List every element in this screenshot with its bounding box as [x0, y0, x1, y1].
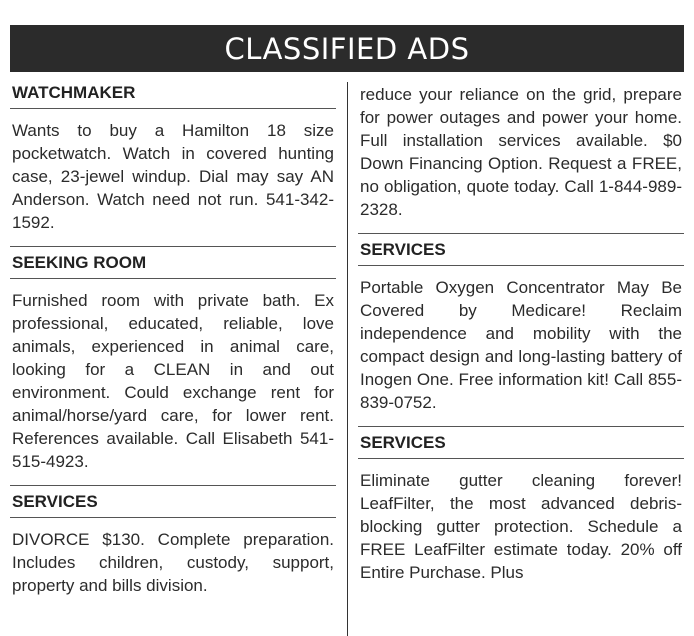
- left-column: [10, 77, 336, 636]
- ad-body: reduce your reliance on the grid, prepare for power outages and power your home. Full installation services available. $0 Down Financing Option. Request a FREE, no obligation, quote today. Call 1-844-989-2328.: [358, 77, 684, 234]
- ad-seeking-room: [10, 247, 336, 486]
- right-column: [358, 77, 684, 636]
- ad-body: Wants to buy a Hamilton 18 size pocketwatch. Watch in covered hunting case, 23-jewel windup. Dial may say AN Anderson. Watch need not run. 541-342-1592.: [10, 119, 336, 247]
- ad-continued: [358, 77, 684, 234]
- header-banner: [10, 25, 684, 72]
- ad-heading: SERVICES: [358, 234, 684, 266]
- ad-body: Furnished room with private bath. Ex professional, educated, reliable, love animals, experienced in animal care, looking for a CLEAN in and out environment. Could exchange rent for animal/horse/yard care, for lower rent. References available. Call Elisabeth 541-515-4923.: [10, 289, 336, 486]
- ad-body: Eliminate gutter cleaning forever! LeafFilter, the most advanced debris-blocking gutter protection. Schedule a FREE LeafFilter estimate today. 20% off Entire Purchase. Plus: [360, 471, 682, 582]
- ad-body: Portable Oxygen Concentrator May Be Covered by Medicare! Reclaim independence and mobility with the compact design and long-lasting battery of Inogen One. Free information kit! Call 855-839-0752.: [358, 276, 684, 427]
- ad-heading: SERVICES: [358, 427, 684, 459]
- column-divider: [347, 82, 348, 636]
- ad-services-divorce: [10, 486, 336, 609]
- ad-heading: SERVICES: [10, 486, 336, 518]
- ad-heading: SEEKING ROOM: [10, 247, 336, 279]
- header: [0, 0, 694, 77]
- ad-services-gutter: [358, 427, 684, 596]
- ad-watchmaker: [10, 77, 336, 247]
- ad-body: DIVORCE $130. Complete preparation. Includes children, custody, support, property and bills division.: [12, 530, 334, 595]
- ad-services-oxygen: [358, 234, 684, 427]
- ad-heading: WATCHMAKER: [10, 77, 336, 109]
- page-title: CLASSIFIED ADS: [224, 31, 470, 66]
